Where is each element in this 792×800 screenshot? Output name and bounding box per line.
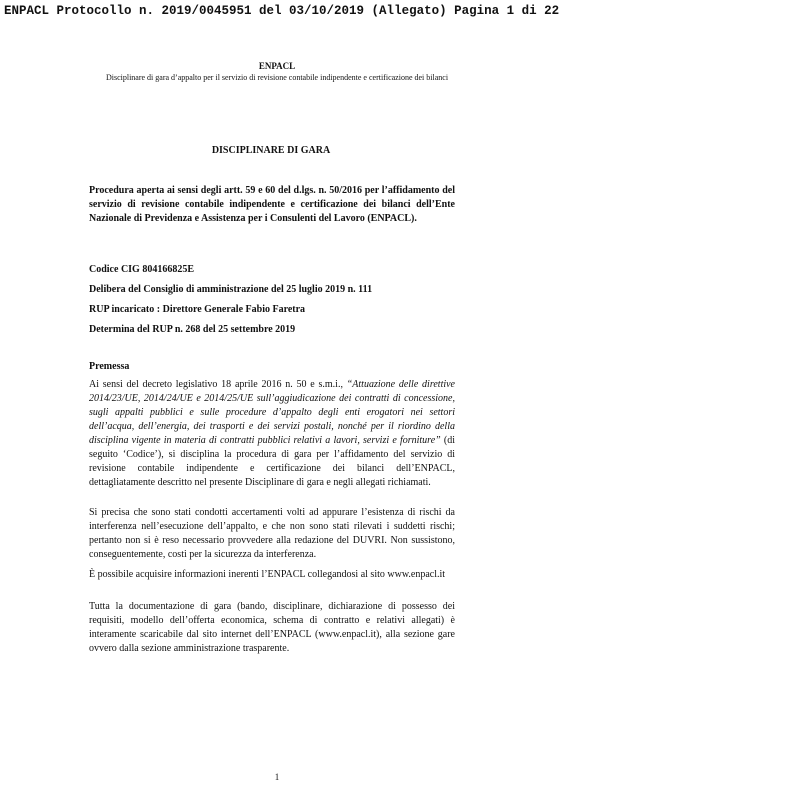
page-number: 1 bbox=[274, 772, 280, 782]
document-title: DISCIPLINARE DI GARA bbox=[211, 145, 331, 156]
cig-code: Codice CIG 804166825E bbox=[89, 264, 194, 275]
p1-directive-title: “Attuazione delle direttive 2014/23/UE, 2014/24/UE e 2014/25/UE sull’aggiudicazione dei contratti di concessione, sugli appalti pubblici e sulle procedure d’appalto degli enti erogatori nei settori dell’acqua, dell’energia, dei trasporti e dei servizi postali, nonché per il riordino della disciplina vigente in materia di contratti pubblici relativi a lavori, servizi e forniture” bbox=[89, 379, 455, 446]
determina-line: Determina del RUP n. 268 del 25 settembre 2019 bbox=[89, 324, 296, 335]
premessa-paragraph-2: Si precisa che sono stati condotti accertamenti volti ad appurare l’esistenza di rischi da interferenza nell’esecuzione dell’appalto, e che non sono stati rilevati i suddetti rischi; pertanto non si è reso necessario provvedere alla redazione del DUVRI. Non sussistono, conseguentemente, costi per la sicurezza da interferenza. bbox=[89, 507, 455, 560]
premessa-paragraph-3: È possibile acquisire informazioni inerenti l’ENPACL collegandosi al sito www.enpacl.it bbox=[89, 569, 446, 580]
protocol-stamp: ENPACL Protocollo n. 2019/0045951 del 03/10/2019 (Allegato) Pagina 1 di 22 bbox=[4, 4, 560, 18]
rup-line: RUP incaricato : Direttore Generale Fabio Faretra bbox=[89, 304, 306, 315]
premessa-paragraph-1 bbox=[89, 378, 455, 490]
header-subtitle: Disciplinare di gara d’appalto per il servizio di revisione contabile indipendente e certificazione dei bilanci bbox=[105, 73, 449, 82]
premessa-heading: Premessa bbox=[89, 361, 130, 372]
p1-end: (di seguito ‘Codice’), si disciplina la procedura di gara per l’affidamento del servizio di revisione contabile indipendente e certificazione dei bilanci dell’ENPACL, dettagliatamente descritto nel presente Disciplinare di gara e negli allegati richiamati. bbox=[89, 435, 456, 488]
delibera-line: Delibera del Consiglio di amministrazione del 25 luglio 2019 n. 111 bbox=[89, 284, 373, 295]
intro-paragraph: Procedura aperta ai sensi degli artt. 59 e 60 del d.lgs. n. 50/2016 per l’affidamento del servizio di revisione contabile indipendente e certificazione dei bilanci dell’Ente Nazionale di Previdenza e Assistenza per i Consulenti del Lavoro (ENPACL). bbox=[89, 185, 455, 224]
premessa-paragraph-4: Tutta la documentazione di gara (bando, disciplinare, dichiarazione di possesso dei requisiti, modello dell’offerta economica, schema di contratto e relativi allegati) è interamente scaricabile dal sito internet dell’ENPACL (www.enpacl.it), alla sezione gare ovvero dalla sezione amministrazione trasparente. bbox=[89, 601, 455, 654]
p1-start: Ai sensi del decreto legislativo 18 aprile 2016 n. 50 e s.m.i., bbox=[89, 379, 347, 390]
header-organization: ENPACL bbox=[258, 61, 296, 71]
